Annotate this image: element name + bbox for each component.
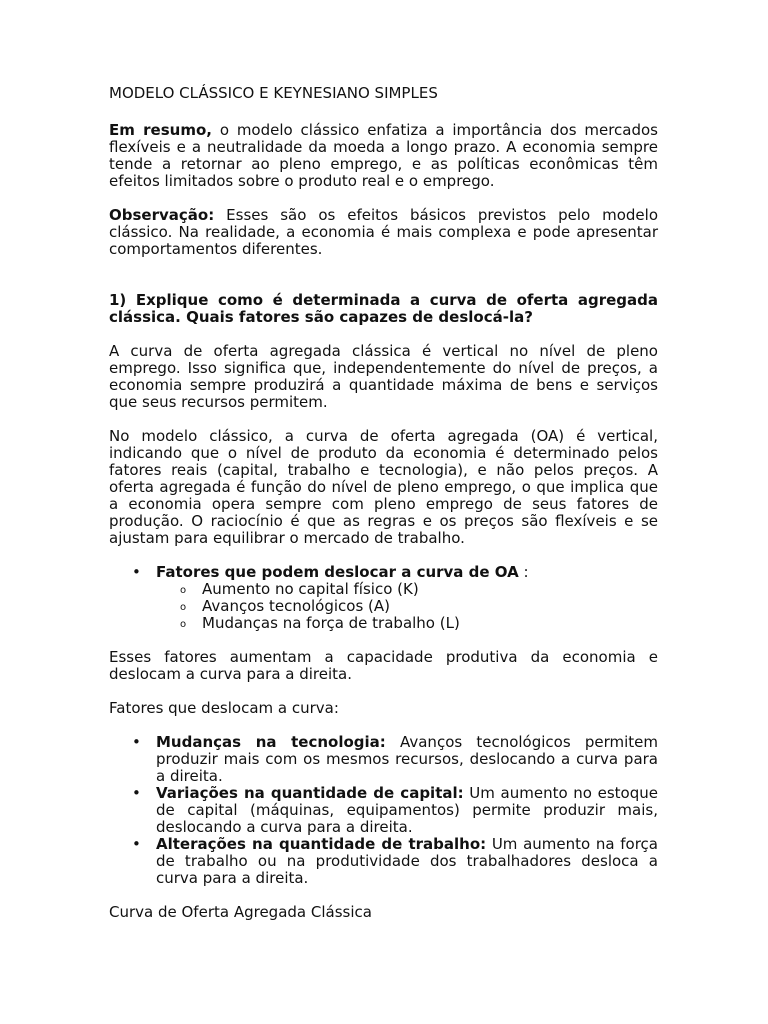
paragraph-3: Esses fatores aumentam a capacidade produtiva da economia e deslocam a curva para a direita. [109,648,658,683]
shift-factors-list [109,734,658,887]
summary-lead: Em resumo, [109,121,212,139]
shift-factor-lead: Variações na quantidade de capital: [156,784,464,802]
paragraph-4: Fatores que deslocam a curva: [109,699,339,717]
shift-factor-item [132,733,658,785]
question-heading: 1) Explique como é determinada a curva de oferta agregada clássica. Quais fatores são capazes de deslocá-la? [109,291,658,326]
shift-factor-text: Um aumento na força de trabalho ou na produtividade dos trabalhadores desloca a curva para a direita. [156,835,658,887]
bullet-marker: • [132,784,141,802]
factor-item: o Mudanças na força de trabalho (L) [180,614,460,632]
shift-factor-text: Avanços tecnológicos permitem produzir mais com os mesmos recursos, deslocando a curva para a direita. [156,733,658,785]
shift-factor-item [132,835,658,887]
shift-factor-text: Um aumento no estoque de capital (máquinas, equipamentos) permite produzir mais, deslocando a curva para a direita. [156,784,658,836]
paragraph-1: A curva de oferta agregada clássica é vertical no nível de pleno emprego. Isso significa que, independentemente do nível de preços, a economia sempre produzirá a quantidade máxima de bens e serviços que seus recursos permitem. [109,342,658,411]
factors-list [109,564,658,632]
shift-factor-item [132,784,658,836]
factor-item: o Aumento no capital físico (K) [180,580,419,598]
paragraph-2: No modelo clássico, a curva de oferta agregada (OA) é vertical, indicando que o nível de produto da economia é determinado pelos fatores reais (capital, trabalho e tecnologia), e não pelos preços. A oferta agregada é função do nível de pleno emprego, o que implica que a economia opera sempre com pleno emprego de seus fatores de produção. O raciocínio é que as regras e os preços são flexíveis e se ajustam para equilibrar o mercado de trabalho. [109,427,658,547]
document-content [109,85,658,921]
observation-lead: Observação: [109,206,215,224]
figure-caption: Curva de Oferta Agregada Clássica [109,903,372,921]
factor-item: o Avanços tecnológicos (A) [180,597,391,615]
bullet-marker: • [132,835,141,853]
sub-bullet-marker: o [180,619,187,630]
sub-bullet-marker: o [180,602,187,613]
bullet-marker: • [132,563,141,581]
summary-text: o modelo clássico enfatiza a importância dos mercados flexíveis e a neutralidade da moeda a longo prazo. A economia sempre tende a retornar ao pleno emprego, e as políticas econômicas têm efeitos limitados sobre o produto real e o emprego. [109,121,658,190]
sub-bullet-marker: o [180,585,187,596]
factors-list-item [132,563,658,632]
factors-heading-suffix: : [518,563,529,581]
observation-text: Esses são os efeitos básicos previstos pelo modelo clássico. Na realidade, a economia é mais complexa e pode apresentar comportamentos diferentes. [109,206,658,258]
summary-paragraph [109,122,658,190]
factors-sublist [156,581,658,632]
document-title: MODELO CLÁSSICO E KEYNESIANO SIMPLES [109,84,438,102]
shift-factor-lead: Alterações na quantidade de trabalho: [156,835,487,853]
shift-factor-lead: Mudanças na tecnologia: [156,733,386,751]
bullet-marker: • [132,733,141,751]
factors-heading: Fatores que podem deslocar a curva de OA [156,563,519,581]
observation-paragraph [109,207,658,258]
